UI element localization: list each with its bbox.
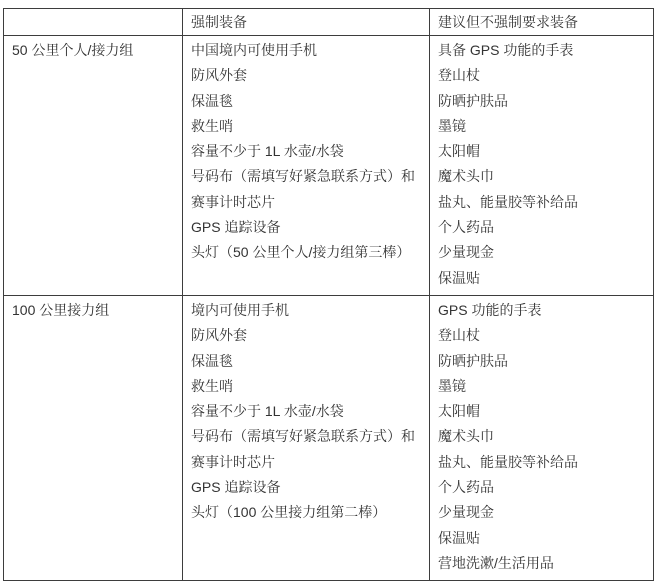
equipment-table-body <box>4 36 654 581</box>
equipment-item: 墨镜 <box>438 117 466 134</box>
equipment-item: 容量不少于 1L 水壶/水袋 <box>191 403 344 420</box>
mandatory-column-header: 强制装备 <box>183 9 430 36</box>
equipment-item: 盐丸、能量胶等补给品 <box>438 453 578 470</box>
equipment-item: 具备 GPS 功能的手表 <box>438 42 574 58</box>
equipment-item: 个人药品 <box>438 219 494 236</box>
equipment-item: 登山杖 <box>438 327 480 344</box>
equipment-item: 境内可使用手机 <box>191 301 289 318</box>
equipment-item: 头灯（100 公里接力组第二棒） <box>191 504 387 521</box>
equipment-item: 号码布（需填写好紧急联系方式）和 <box>191 168 415 185</box>
equipment-item: 魔术头巾 <box>438 168 494 185</box>
mandatory-cell <box>183 295 430 580</box>
equipment-table <box>3 8 654 581</box>
group-column-header <box>4 9 183 36</box>
recommended-column-header: 建议但不强制要求装备 <box>430 9 654 36</box>
equipment-item: 营地洗漱/生活用品 <box>438 554 554 571</box>
equipment-item: 防风外套 <box>191 327 247 344</box>
equipment-item: 少量现金 <box>438 504 494 521</box>
header-row <box>4 9 654 36</box>
equipment-item: 保温贴 <box>438 529 480 546</box>
equipment-item: 保温毯 <box>191 352 233 369</box>
equipment-item: 头灯（50 公里个人/接力组第三棒） <box>191 244 411 261</box>
equipment-item: 防风外套 <box>191 67 247 84</box>
equipment-item: 号码布（需填写好紧急联系方式）和 <box>191 428 415 445</box>
group-cell <box>4 295 183 580</box>
recommended-cell <box>430 295 654 580</box>
table-row <box>4 295 654 580</box>
equipment-item: 容量不少于 1L 水壶/水袋 <box>191 143 344 160</box>
equipment-item: GPS 功能的手表 <box>438 301 542 318</box>
equipment-item: 保温毯 <box>191 92 233 109</box>
equipment-item: 赛事计时芯片 <box>191 453 275 470</box>
equipment-item: 少量现金 <box>438 244 494 261</box>
equipment-item: 防晒护肤品 <box>438 352 508 369</box>
equipment-item: 太阳帽 <box>438 143 480 160</box>
equipment-item: GPS 追踪设备 <box>191 479 281 496</box>
equipment-item: GPS 追踪设备 <box>191 219 281 236</box>
equipment-item: 50 公里个人/接力组 <box>12 42 134 58</box>
equipment-item: 个人药品 <box>438 479 494 496</box>
equipment-item: 登山杖 <box>438 67 480 84</box>
equipment-item: 中国境内可使用手机 <box>191 42 317 58</box>
equipment-item: 赛事计时芯片 <box>191 193 275 210</box>
equipment-item: 魔术头巾 <box>438 428 494 445</box>
recommended-cell <box>430 36 654 296</box>
equipment-item: 保温贴 <box>438 269 480 286</box>
table-row <box>4 36 654 296</box>
equipment-item: 100 公里接力组 <box>12 301 110 318</box>
equipment-item: 墨镜 <box>438 377 466 394</box>
equipment-item: 防晒护肤品 <box>438 92 508 109</box>
equipment-item: 盐丸、能量胶等补给品 <box>438 193 578 210</box>
equipment-item: 救生哨 <box>191 377 233 394</box>
mandatory-cell <box>183 36 430 296</box>
group-cell <box>4 36 183 296</box>
equipment-item: 太阳帽 <box>438 403 480 420</box>
equipment-item: 救生哨 <box>191 117 233 134</box>
